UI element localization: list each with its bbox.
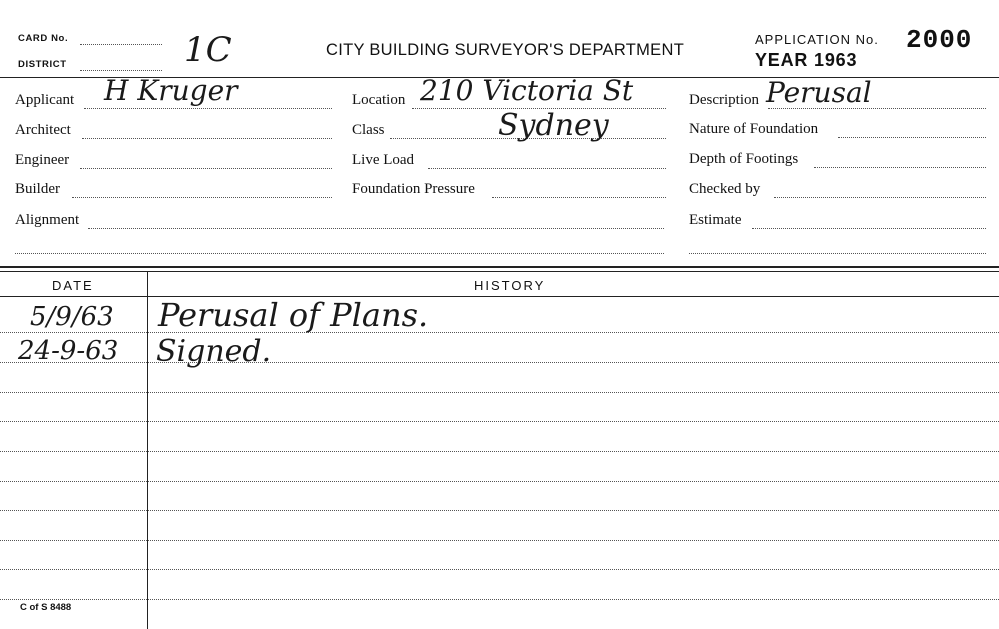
builder-label: Builder xyxy=(15,181,60,197)
department-title: CITY BUILDING SURVEYOR'S DEPARTMENT xyxy=(326,41,685,59)
nature-of-foundation-dotted-line xyxy=(838,137,986,138)
history-entry-text: Signed. xyxy=(156,334,272,369)
class-handwritten-value: Sydney xyxy=(498,108,609,143)
date-column-header: DATE xyxy=(52,278,94,293)
foundation-pressure-dotted-line xyxy=(492,197,666,198)
location-handwritten-value: 210 Victoria St xyxy=(420,74,634,107)
alignment-label: Alignment xyxy=(15,212,80,228)
engineer-label: Engineer xyxy=(15,152,70,168)
year-label: YEAR 1963 xyxy=(755,50,858,70)
checked-by-label: Checked by xyxy=(689,181,761,197)
history-row-line xyxy=(0,599,999,600)
depth-of-footings-label: Depth of Footings xyxy=(689,151,799,167)
date-history-divider xyxy=(147,271,148,629)
district-label: DISTRICT xyxy=(18,59,67,70)
applicant-handwritten-value: H Kruger xyxy=(104,74,238,107)
history-row-line xyxy=(0,332,999,333)
card-no-label: CARD No. xyxy=(18,33,69,44)
history-row-line xyxy=(0,451,999,452)
engineer-dotted-line xyxy=(80,168,332,169)
history-row-line xyxy=(0,362,999,363)
history-row-line xyxy=(0,510,999,511)
location-label: Location xyxy=(352,92,406,108)
architect-dotted-line xyxy=(82,138,332,139)
applicant-label: Applicant xyxy=(15,92,75,108)
section-rule-upper xyxy=(0,266,999,268)
section-rule-lower xyxy=(0,271,999,272)
class-label: Class xyxy=(352,122,385,138)
application-no-label: APPLICATION No. xyxy=(755,32,879,47)
description-handwritten-value: Perusal xyxy=(766,76,872,109)
history-entry-date: 5/9/63 xyxy=(30,302,114,332)
estimate-label: Estimate xyxy=(689,212,742,228)
application-no-value: 2000 xyxy=(906,25,973,55)
history-row-line xyxy=(0,540,999,541)
depth-of-footings-dotted-line xyxy=(814,167,986,168)
architect-label: Architect xyxy=(15,122,71,138)
estimate-dotted-line xyxy=(752,228,986,229)
card-no-dotted-line xyxy=(80,44,162,45)
history-row-line xyxy=(0,392,999,393)
nature-of-foundation-label: Nature of Foundation xyxy=(689,121,819,137)
live-load-dotted-line xyxy=(428,168,666,169)
history-row-line xyxy=(0,421,999,422)
form-code: C of S 8488 xyxy=(20,602,72,613)
district-dotted-line xyxy=(80,70,162,71)
builder-dotted-line xyxy=(72,197,332,198)
history-header-rule xyxy=(0,296,999,297)
applicant-dotted-line xyxy=(84,108,332,109)
history-row-line xyxy=(0,569,999,570)
history-column-header: HISTORY xyxy=(474,278,546,293)
history-entry-text: Perusal of Plans. xyxy=(158,296,429,334)
checked-by-dotted-line xyxy=(774,197,986,198)
description-label: Description xyxy=(689,92,759,108)
estimate-second-dotted-line xyxy=(689,253,986,254)
foundation-pressure-label: Foundation Pressure xyxy=(352,181,475,197)
alignment-dotted-line xyxy=(88,228,664,229)
live-load-label: Live Load xyxy=(352,152,415,168)
history-row-line xyxy=(0,481,999,482)
history-entry-date: 24-9-63 xyxy=(18,336,119,366)
card-no-handwritten-value: 1C xyxy=(184,30,232,70)
alignment-second-dotted-line xyxy=(15,253,664,254)
